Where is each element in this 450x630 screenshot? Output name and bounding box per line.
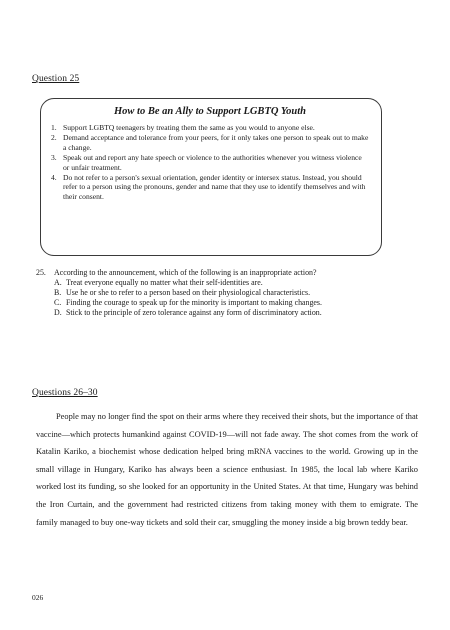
- answer-option-a: [54, 278, 416, 288]
- list-item-number: 1.: [51, 123, 57, 132]
- section-heading-question-25: Question 25: [32, 74, 80, 84]
- list-item-text: Demand acceptance and tolerance from your peers, for it only takes one person to speak out to make a change.: [63, 133, 369, 152]
- section-heading-questions-26-30: Questions 26–30: [32, 388, 98, 398]
- ally-tips-list: [51, 123, 369, 202]
- answer-option-b: [54, 288, 416, 298]
- list-item: [51, 123, 369, 133]
- option-text: Stick to the principle of zero tolerance against any form of discriminatory action.: [66, 308, 322, 317]
- list-item: [51, 173, 369, 202]
- page-number: 026: [32, 593, 44, 602]
- option-letter: A.: [54, 278, 62, 287]
- option-letter: C.: [54, 298, 62, 307]
- list-item-number: 3.: [51, 152, 57, 162]
- option-text: Finding the courage to speak up for the minority is important to making changes.: [66, 298, 322, 307]
- option-text: Use he or she to refer to a person based on their physiological characteristics.: [66, 288, 311, 297]
- list-item-text: Support LGBTQ teenagers by treating them the same as you would to anyone else.: [63, 123, 315, 132]
- answer-option-d: [54, 308, 416, 318]
- answer-options: [36, 278, 416, 318]
- option-letter: D.: [54, 308, 62, 317]
- list-item: [51, 133, 369, 152]
- list-item-text: Speak out and report any hate speech or violence to the authorities whenever you witness violence or unfair treatment.: [63, 152, 362, 172]
- list-item-number: 2.: [51, 133, 57, 143]
- question-number: 25.: [36, 268, 46, 277]
- list-item: [51, 153, 369, 172]
- question-text: According to the announcement, which of the following is an inappropriate action?: [54, 268, 317, 277]
- reading-passage: People may no longer find the spot on their arms where they received their shots, but the importance of that vaccine—which protects humankind against COVID-19—will not fade away. The shot comes from the work of Katalin Kariko, a biochemist whose dedication helped bring mRNA vaccines to the world. Growing up in the small village in Hungary, Kariko has always been a science enthusiast. In 1985, the local lab where Kariko worked lost its funding, so she looked for an opportunity in the United States. At that time, Hungary was behind the Iron Curtain, and the government had restricted citizens from taking money with them to emigrate. The family managed to buy one-way tickets and sold their car, smuggling the money inside a big brown teddy bear.: [36, 412, 418, 527]
- ally-tips-box: [40, 98, 382, 256]
- option-letter: B.: [54, 288, 62, 297]
- option-text: Treat everyone equally no matter what their self-identities are.: [66, 278, 263, 287]
- list-item-number: 4.: [51, 172, 57, 182]
- ally-box-title: How to Be an Ally to Support LGBTQ Youth: [114, 106, 306, 117]
- list-item-text: Do not refer to a person's sexual orientation, gender identity or intersex status. Instead, you should refer to a person using the pronouns, gender and name that they use to identify themselves and with their consent.: [63, 172, 366, 201]
- question-stem: [36, 268, 416, 278]
- question-25: [36, 268, 416, 318]
- answer-option-c: [54, 298, 416, 308]
